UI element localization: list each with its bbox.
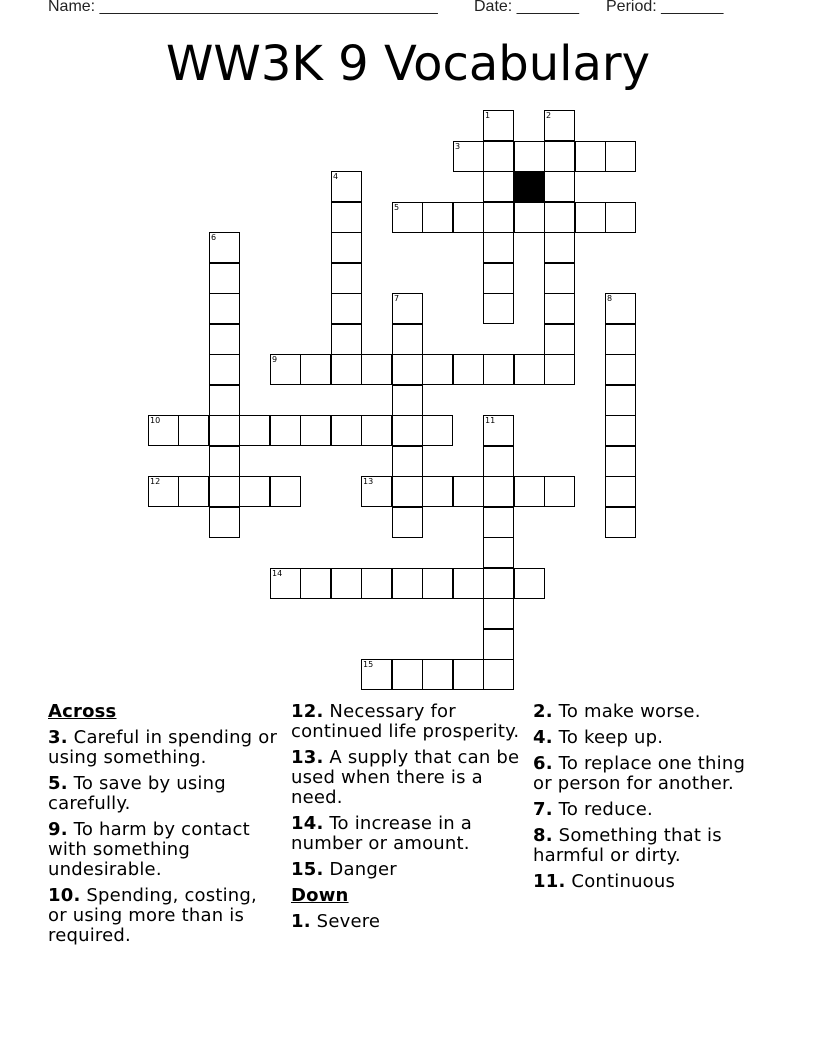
crossword-cell[interactable] <box>392 202 423 233</box>
clue-text: Something that is harmful or dirty. <box>533 825 722 866</box>
crossword-cell[interactable] <box>544 141 575 172</box>
clue-number: 7 <box>394 294 400 303</box>
crossword-cell[interactable] <box>422 354 453 385</box>
crossword-cell[interactable] <box>514 476 545 507</box>
crossword-cell[interactable] <box>209 232 240 263</box>
crossword-cell[interactable] <box>331 324 362 355</box>
crossword-cell[interactable] <box>392 507 423 538</box>
clue-number: 9 <box>272 355 278 364</box>
across-clue <box>291 860 523 880</box>
clue-text: To increase in a number or amount. <box>291 813 473 854</box>
crossword-cell[interactable] <box>605 507 636 538</box>
clue-number-label: 12. <box>291 701 324 722</box>
clue-number: 5 <box>394 203 400 212</box>
crossword-cell[interactable] <box>453 659 484 690</box>
crossword-cell[interactable] <box>392 476 423 507</box>
crossword-cell[interactable] <box>422 476 453 507</box>
crossword-cell[interactable] <box>453 141 484 172</box>
down-clue <box>291 912 523 932</box>
clue-number: 2 <box>546 111 552 120</box>
crossword-cell[interactable] <box>300 415 331 446</box>
down-clue <box>533 728 765 748</box>
crossword-cell[interactable] <box>239 415 270 446</box>
crossword-cell[interactable] <box>544 110 575 141</box>
clue-text: Danger <box>323 859 397 880</box>
clue-number-label: 6. <box>533 753 553 774</box>
crossword-cell[interactable] <box>483 598 514 629</box>
crossword-cell[interactable] <box>483 446 514 477</box>
crossword-cell[interactable] <box>483 202 514 233</box>
crossword-cell[interactable] <box>209 415 240 446</box>
crossword-cell[interactable] <box>453 354 484 385</box>
crossword-cell[interactable] <box>422 659 453 690</box>
crossword-cell[interactable] <box>483 141 514 172</box>
clue-text: To save by using carefully. <box>48 773 226 814</box>
crossword-cell[interactable] <box>605 354 636 385</box>
crossword-cell[interactable] <box>514 141 545 172</box>
down-clue <box>533 872 765 892</box>
clue-text: A supply that can be used when there is a need. <box>291 747 520 808</box>
clue-number: 11 <box>485 416 496 425</box>
crossword-cell[interactable] <box>178 476 209 507</box>
crossword-cell[interactable] <box>605 476 636 507</box>
crossword-cell[interactable] <box>605 446 636 477</box>
clue-number-label: 11. <box>533 871 566 892</box>
clue-text: To keep up. <box>552 727 664 748</box>
crossword-cell[interactable] <box>605 141 636 172</box>
crossword-cell[interactable] <box>605 202 636 233</box>
clue-number: 4 <box>333 172 339 181</box>
crossword-cell[interactable] <box>483 415 514 446</box>
clue-number: 3 <box>455 142 461 151</box>
crossword-cell[interactable] <box>270 476 301 507</box>
crossword-cell[interactable] <box>514 568 545 599</box>
crossword-cell[interactable] <box>544 232 575 263</box>
crossword-cell[interactable] <box>361 568 392 599</box>
crossword-cell[interactable] <box>392 385 423 416</box>
crossword-cell[interactable] <box>483 232 514 263</box>
crossword-cell[interactable] <box>361 415 392 446</box>
crossword-cell[interactable] <box>422 568 453 599</box>
crossword-cell[interactable] <box>361 354 392 385</box>
down-clue <box>533 826 765 866</box>
clue-number: 6 <box>211 233 217 242</box>
crossword-cell[interactable] <box>453 202 484 233</box>
down-clue <box>533 702 765 722</box>
clue-text: To reduce. <box>552 799 653 820</box>
crossword-cell[interactable] <box>544 263 575 294</box>
clue-number-label: 13. <box>291 747 324 768</box>
clue-number: 13 <box>363 477 374 486</box>
crossword-cell[interactable] <box>483 476 514 507</box>
clues-column-2 <box>291 702 523 938</box>
across-clue <box>48 774 280 814</box>
crossword-cell[interactable] <box>209 324 240 355</box>
clue-number-label: 14. <box>291 813 324 834</box>
crossword-cell[interactable] <box>483 659 514 690</box>
down-clue <box>533 800 765 820</box>
crossword-cell[interactable] <box>148 415 179 446</box>
crossword-cell[interactable] <box>209 385 240 416</box>
clue-text: To replace one thing or person for another. <box>533 753 746 794</box>
clue-number: 12 <box>150 477 161 486</box>
clue-text: Spending, costing, or using more than is required. <box>48 885 257 946</box>
crossword-cell[interactable] <box>331 202 362 233</box>
clue-number-label: 15. <box>291 859 324 880</box>
crossword-cell[interactable] <box>422 202 453 233</box>
crossword-cell[interactable] <box>148 476 179 507</box>
crossword-cell[interactable] <box>544 202 575 233</box>
crossword-cell[interactable] <box>483 629 514 660</box>
crossword-cell[interactable] <box>483 263 514 294</box>
crossword-cell[interactable] <box>575 141 606 172</box>
crossword-cell[interactable] <box>483 568 514 599</box>
crossword-cell[interactable] <box>514 202 545 233</box>
clues-column-1 <box>48 702 280 952</box>
crossword-cell[interactable] <box>392 415 423 446</box>
crossword-cell[interactable] <box>300 354 331 385</box>
crossword-cell[interactable] <box>392 568 423 599</box>
clue-number: 15 <box>363 660 374 669</box>
crossword-cell[interactable] <box>422 415 453 446</box>
page-title: WW3K 9 Vocabulary <box>165 36 651 92</box>
crossword-cell[interactable] <box>239 476 270 507</box>
clue-text: To harm by contact with something undesirable. <box>48 819 250 880</box>
crossword-cell[interactable] <box>483 171 514 202</box>
date-field-label: Date: _______ <box>474 0 579 15</box>
crossword-cell[interactable] <box>331 232 362 263</box>
crossword-cell[interactable] <box>178 415 209 446</box>
clues-column-3 <box>533 702 765 898</box>
crossword-cell[interactable] <box>331 568 362 599</box>
crossword-cell[interactable] <box>209 476 240 507</box>
crossword-cell[interactable] <box>544 171 575 202</box>
crossword-cell[interactable] <box>209 354 240 385</box>
clue-number: 1 <box>485 111 491 120</box>
clue-number-label: 10. <box>48 885 81 906</box>
crossword-cell[interactable] <box>270 568 301 599</box>
period-field-label: Period: _______ <box>606 0 724 15</box>
crossword-cell[interactable] <box>575 202 606 233</box>
clue-text: Necessary for continued life prosperity. <box>291 701 520 742</box>
across-clue <box>48 728 280 768</box>
clue-number-label: 1. <box>291 911 311 932</box>
crossword-cell[interactable] <box>331 415 362 446</box>
crossword-cell[interactable] <box>300 568 331 599</box>
clue-number: 10 <box>150 416 161 425</box>
crossword-cell[interactable] <box>544 354 575 385</box>
crossword-cell[interactable] <box>392 446 423 477</box>
across-heading: Across <box>48 701 117 722</box>
crossword-cell[interactable] <box>544 476 575 507</box>
crossword-cell[interactable] <box>209 446 240 477</box>
clue-text: To make worse. <box>552 701 701 722</box>
crossword-cell[interactable] <box>483 110 514 141</box>
clue-number-label: 3. <box>48 727 68 748</box>
clue-number-label: 8. <box>533 825 553 846</box>
across-clue <box>291 702 523 742</box>
across-clue <box>48 820 280 880</box>
crossword-cell[interactable] <box>392 354 423 385</box>
crossword-black-square <box>514 171 545 202</box>
clue-number-label: 9. <box>48 819 68 840</box>
crossword-cell[interactable] <box>483 537 514 568</box>
clue-text: Severe <box>310 911 381 932</box>
crossword-cell[interactable] <box>453 476 484 507</box>
crossword-cell[interactable] <box>209 507 240 538</box>
crossword-cell[interactable] <box>605 293 636 324</box>
crossword-cell[interactable] <box>270 415 301 446</box>
clue-number: 14 <box>272 569 283 578</box>
crossword-cell[interactable] <box>453 568 484 599</box>
across-clue <box>291 748 523 808</box>
crossword-cell[interactable] <box>514 354 545 385</box>
crossword-cell[interactable] <box>209 293 240 324</box>
crossword-cell[interactable] <box>544 324 575 355</box>
clue-number: 8 <box>607 294 613 303</box>
clue-text: Careful in spending or using something. <box>48 727 278 768</box>
crossword-cell[interactable] <box>392 659 423 690</box>
crossword-cell[interactable] <box>605 385 636 416</box>
crossword-cell[interactable] <box>331 354 362 385</box>
crossword-cell[interactable] <box>331 171 362 202</box>
crossword-cell[interactable] <box>331 293 362 324</box>
crossword-cell[interactable] <box>270 354 301 385</box>
name-field-label: Name: ______________________________________ <box>48 0 438 15</box>
crossword-cell[interactable] <box>361 476 392 507</box>
crossword-cell[interactable] <box>361 659 392 690</box>
crossword-cell[interactable] <box>605 324 636 355</box>
crossword-cell[interactable] <box>392 293 423 324</box>
clue-number-label: 4. <box>533 727 553 748</box>
crossword-cell[interactable] <box>483 354 514 385</box>
crossword-cell[interactable] <box>392 324 423 355</box>
crossword-cell[interactable] <box>483 507 514 538</box>
across-clue <box>291 814 523 854</box>
down-heading: Down <box>291 885 349 906</box>
crossword-cell[interactable] <box>483 293 514 324</box>
crossword-cell[interactable] <box>605 415 636 446</box>
across-clue <box>48 886 280 946</box>
crossword-cell[interactable] <box>331 263 362 294</box>
clue-number-label: 5. <box>48 773 68 794</box>
crossword-cell[interactable] <box>209 263 240 294</box>
crossword-cell[interactable] <box>544 293 575 324</box>
down-clue <box>533 754 765 794</box>
clue-number-label: 7. <box>533 799 553 820</box>
clue-text: Continuous <box>565 871 676 892</box>
clue-number-label: 2. <box>533 701 553 722</box>
